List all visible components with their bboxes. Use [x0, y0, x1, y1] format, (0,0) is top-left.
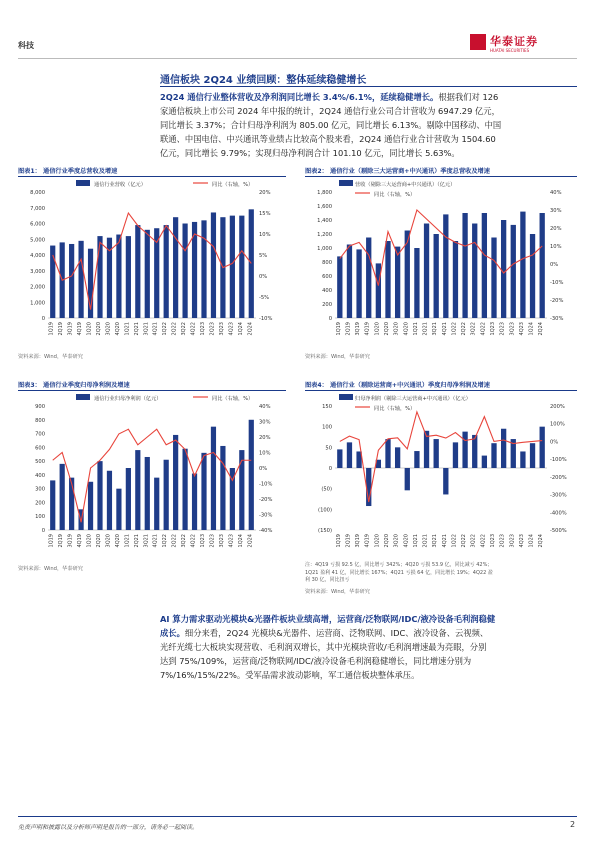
- chart-3: [18, 392, 286, 560]
- y-right-tick-label: -30%: [259, 512, 273, 519]
- x-tick-label: 4Q21: [152, 322, 159, 336]
- figure-1-title: 图表1： 通信行业季度总营收及增速: [18, 168, 118, 175]
- legend-bar-label: 营收（剔除三大运营商+中兴通讯）（亿元）: [355, 182, 456, 188]
- x-tick-label: 3Q21: [432, 322, 439, 336]
- chart-legend: [339, 180, 455, 198]
- bar: [182, 449, 187, 530]
- x-tick-label: 2Q23: [209, 322, 216, 336]
- y-left-tick-label: 4,000: [30, 253, 45, 259]
- section-title: 通信板块 2Q24 业绩回顾：整体延续稳健增长: [160, 75, 367, 86]
- y-left-tick-label: 2,000: [30, 284, 45, 291]
- bar: [366, 238, 371, 319]
- logo-subtext: HUATAI SECURITIES: [490, 48, 530, 53]
- bar: [530, 234, 535, 318]
- x-tick-label: 3Q20: [393, 534, 400, 548]
- legend-line-label: 同比（右轴，%）: [374, 192, 416, 198]
- y-right-tick-label: 0%: [550, 439, 559, 446]
- y-right-tick-label: 20%: [259, 190, 271, 196]
- x-tick-label: 2Q19: [345, 322, 352, 336]
- bar: [395, 447, 400, 468]
- bar: [356, 249, 361, 318]
- y-left-tick-label: 100: [322, 424, 332, 431]
- x-tick-label: 4Q19: [77, 322, 84, 336]
- bar: [501, 220, 506, 318]
- y-right-tick-label: 30%: [259, 419, 271, 426]
- bar: [88, 482, 93, 530]
- x-tick-label: 1Q24: [528, 534, 535, 548]
- x-tick-label: 1Q20: [374, 322, 381, 336]
- y-left-tick-label: 0: [41, 316, 45, 322]
- bar: [126, 468, 131, 530]
- legend-bar-swatch: [339, 180, 353, 186]
- x-tick-label: 4Q20: [403, 534, 410, 548]
- figure-3-title: 图表3： 通信行业季度归母净利润及增速: [18, 382, 130, 389]
- chart-legend: [76, 180, 253, 188]
- y-left-tick-label: 0: [328, 466, 332, 472]
- x-tick-label: 3Q23: [218, 322, 225, 336]
- x-tick-label: 4Q19: [364, 534, 371, 548]
- x-tick-label: 3Q22: [470, 534, 477, 548]
- x-tick-label: 2Q24: [247, 534, 254, 548]
- x-tick-label: 1Q20: [374, 534, 381, 548]
- para1-lead: 2Q24 通信行业整体营收及净利润同比增长 3.4%/6.1%，延续稳健增长。: [160, 92, 439, 102]
- bar: [60, 464, 65, 530]
- x-tick-label: 4Q19: [364, 322, 371, 336]
- bar: [201, 453, 206, 530]
- y-right-tick-label: -400%: [550, 510, 567, 517]
- x-tick-label: 1Q24: [237, 534, 244, 548]
- x-tick-label: 1Q23: [490, 322, 496, 336]
- y-right-tick-label: 100%: [550, 421, 565, 428]
- bar: [69, 244, 74, 318]
- y-left-tick-label: 6,000: [30, 221, 45, 228]
- x-tick-label: 3Q22: [181, 534, 188, 548]
- x-tick-label: 4Q23: [228, 322, 235, 336]
- bar: [239, 216, 244, 318]
- legend-line-label: 同比（右轴，%）: [212, 396, 254, 402]
- x-tick-label: 2Q20: [96, 322, 102, 336]
- bar: [414, 248, 419, 318]
- para1-line-1: 根据我们对 126: [438, 92, 499, 102]
- x-tick-label: 4Q20: [403, 322, 410, 336]
- y-right-tick-label: 0%: [550, 262, 559, 268]
- x-tick-label: 2Q21: [133, 322, 140, 336]
- chart-4: [305, 392, 577, 560]
- y-right-tick-label: -10%: [259, 316, 273, 322]
- x-tick-label: 1Q23: [490, 534, 496, 548]
- bar: [164, 460, 169, 530]
- bar: [472, 224, 477, 319]
- bar: [173, 435, 178, 530]
- bar: [337, 256, 342, 318]
- paragraph-1: [160, 90, 577, 160]
- bar: [520, 451, 525, 468]
- x-tick-label: 1Q22: [451, 534, 458, 548]
- bar: [192, 474, 197, 530]
- y-right-tick-label: 15%: [259, 211, 271, 217]
- bar: [116, 489, 121, 530]
- bar: [220, 446, 225, 530]
- x-tick-label: 1Q20: [86, 534, 93, 548]
- x-tick-label: 4Q20: [114, 534, 121, 548]
- chart-1: [18, 178, 286, 348]
- bar: [249, 420, 254, 530]
- bar: [453, 442, 458, 468]
- bar: [173, 217, 178, 318]
- y-right-tick-label: -500%: [550, 528, 567, 534]
- legend-line-label: 同比（右轴，%）: [374, 406, 416, 412]
- bar: [97, 236, 102, 318]
- bar: [540, 427, 545, 468]
- y-right-tick-label: -10%: [550, 280, 564, 286]
- bar: [482, 456, 487, 468]
- x-tick-label: 1Q22: [451, 322, 458, 336]
- y-right-tick-label: 40%: [550, 190, 562, 196]
- y-right-tick-label: -10%: [259, 481, 273, 488]
- y-right-tick-label: 30%: [550, 208, 562, 214]
- bar: [249, 209, 254, 318]
- x-tick-label: 2Q23: [499, 534, 506, 548]
- y-left-tick-label: 500: [35, 459, 45, 466]
- bar: [337, 449, 342, 468]
- figure-3-divider: [18, 390, 286, 391]
- x-tick-label: 3Q22: [181, 322, 188, 336]
- y-left-tick-label: 800: [35, 417, 45, 424]
- x-tick-label: 3Q21: [432, 534, 439, 548]
- bar: [230, 216, 235, 318]
- para1-line-3: 同比增长 3.37%；合计归母净利润为 805.00 亿元，同比增长 6.13%。剔除中国移动、中国: [160, 120, 502, 130]
- x-tick-label: 3Q21: [143, 322, 150, 336]
- x-tick-label: 1Q21: [412, 534, 419, 548]
- x-tick-label: 2Q20: [384, 322, 390, 336]
- bar: [116, 235, 121, 318]
- paragraph-2: [160, 612, 577, 682]
- x-tick-label: 3Q23: [218, 534, 225, 548]
- footer-disclaimer: 免责声明和披露以及分析师声明是报告的一部分，请务必一起阅读。: [18, 824, 199, 831]
- legend-bar-swatch: [339, 394, 353, 400]
- x-tick-label: 1Q23: [200, 534, 206, 548]
- figure-4-title: 图表4： 通信行业（剔除运营商+中兴通讯）季度归母净利润及增速: [305, 382, 490, 389]
- x-tick-label: 4Q23: [228, 534, 235, 548]
- y-left-tick-label: 8,000: [30, 190, 45, 196]
- x-tick-label: 4Q22: [480, 322, 487, 336]
- chart-legend: [76, 394, 253, 402]
- y-right-tick-label: -20%: [550, 298, 564, 304]
- para1-line-4: 联通、中国电信、中兴通讯等业绩占比较高个股来看，2Q24 通信行业合计营收为 1504.60: [160, 134, 496, 144]
- figure-1-divider: [18, 176, 286, 177]
- y-right-tick-label: -200%: [550, 474, 567, 481]
- bar: [347, 442, 352, 468]
- y-left-tick-label: 200: [322, 302, 332, 308]
- y-right-tick-label: 0%: [259, 466, 268, 472]
- y-right-tick-label: 200%: [550, 404, 565, 410]
- bar: [97, 461, 102, 530]
- para2-line-1: 细分来看，2Q24 光模块&光器件、运营商、泛物联网、IDC、液冷设备、云视频、: [184, 628, 489, 638]
- x-tick-label: 4Q19: [77, 534, 84, 548]
- y-right-tick-label: 0%: [259, 274, 268, 280]
- bar: [347, 245, 352, 319]
- x-tick-label: 1Q21: [124, 322, 131, 336]
- para2-line-3: 达到 75%/109%，运营商/泛物联网/IDC/液冷设备毛利润稳健增长，同比增速分别为: [160, 656, 472, 666]
- bar: [443, 214, 448, 318]
- y-left-tick-label: 800: [322, 260, 332, 266]
- bar: [405, 231, 410, 319]
- x-tick-label: 1Q23: [200, 322, 206, 336]
- x-tick-label: 2Q24: [538, 534, 545, 548]
- legend-bar-swatch: [76, 180, 90, 186]
- figure-2-title: 图表2： 通信行业（剔除三大运营商+中兴通讯）季度总营收及增速: [305, 168, 490, 175]
- bar: [385, 439, 390, 468]
- y-left-tick-label: 5,000: [30, 237, 45, 244]
- bar: [395, 247, 400, 318]
- figure-3-source: 资料来源：Wind，华泰研究: [18, 566, 83, 572]
- bar: [211, 212, 216, 318]
- figure-4-note-3: 利 30 亿，同比扭亏: [305, 577, 350, 583]
- y-left-tick-label: 600: [322, 274, 332, 280]
- x-tick-label: 1Q21: [124, 534, 131, 548]
- bar: [530, 443, 535, 468]
- header-divider: [18, 58, 577, 59]
- bar: [540, 213, 545, 318]
- x-tick-label: 3Q22: [470, 322, 477, 336]
- y-left-tick-label: 900: [35, 404, 45, 410]
- bar: [385, 241, 390, 318]
- y-right-tick-label: -30%: [550, 316, 564, 322]
- y-left-tick-label: 0: [41, 528, 45, 534]
- y-left-tick-label: 100: [35, 514, 45, 521]
- x-tick-label: 2Q24: [538, 322, 545, 336]
- y-left-tick-label: 400: [322, 288, 332, 294]
- bar: [520, 212, 525, 318]
- bar: [107, 471, 112, 530]
- bar: [145, 230, 150, 318]
- logo-text: 华泰证券: [490, 35, 538, 48]
- x-tick-label: 1Q19: [48, 322, 55, 336]
- para2-line-2: 光纤光缆七大板块实现营收、毛利润双增长，其中光模块营收/毛利润增速最为亮眼，分别: [160, 642, 487, 652]
- bar: [443, 468, 448, 494]
- x-tick-label: 4Q20: [114, 322, 121, 336]
- y-right-tick-label: 20%: [550, 226, 562, 232]
- figure-4-source: 资料来源：Wind，华泰研究: [305, 589, 370, 595]
- legend-bar-label: 通信行业营收（亿元）: [94, 182, 146, 188]
- y-left-tick-label: 1,000: [30, 300, 45, 307]
- x-tick-label: 2Q19: [58, 322, 65, 336]
- bar: [462, 432, 467, 468]
- page-number: 2: [570, 820, 576, 829]
- x-tick-label: 2Q20: [96, 534, 102, 548]
- x-tick-label: 1Q19: [335, 322, 342, 336]
- x-tick-label: 2Q21: [422, 534, 429, 548]
- y-right-tick-label: 5%: [259, 253, 268, 259]
- bar: [491, 443, 496, 468]
- y-right-tick-label: -100%: [550, 457, 567, 464]
- x-tick-label: 1Q21: [412, 322, 419, 336]
- bar: [145, 457, 150, 530]
- x-tick-label: 3Q23: [509, 322, 516, 336]
- header-section-label: 科技: [18, 41, 34, 50]
- bar: [135, 450, 140, 530]
- chart-legend: [339, 394, 471, 412]
- bar: [462, 213, 467, 318]
- x-tick-label: 4Q22: [480, 534, 487, 548]
- bar: [164, 225, 169, 318]
- y-left-tick-label: 0: [328, 316, 332, 322]
- x-tick-label: 3Q21: [143, 534, 150, 548]
- x-tick-label: 1Q24: [237, 322, 244, 336]
- bar: [482, 213, 487, 318]
- figure-4-note-2: 1Q21 盈利 41 亿，同比增长 167%；4Q21 亏损 64 亿，同比增长 19%；4Q22 盈: [305, 569, 493, 576]
- y-left-tick-label: 1,400: [317, 218, 332, 224]
- bar: [405, 468, 410, 490]
- y-left-tick-label: 150: [322, 404, 332, 410]
- y-right-tick-label: -20%: [259, 497, 273, 503]
- section-divider: [160, 86, 577, 87]
- x-tick-label: 1Q19: [48, 534, 55, 548]
- x-tick-label: 2Q21: [133, 534, 140, 548]
- x-tick-label: 3Q23: [509, 534, 516, 548]
- para2-lead-1: AI 算力需求驱动光模块&光器件板块业绩高增，运营商/泛物联网/IDC/液冷设备毛利润稳健: [160, 614, 496, 624]
- y-left-tick-label: 200: [35, 500, 45, 507]
- y-left-tick-label: 7,000: [30, 205, 45, 212]
- legend-line-label: 同比（右轴，%）: [212, 182, 254, 188]
- y-right-tick-label: -5%: [259, 295, 270, 301]
- y-left-tick-label: 50: [325, 445, 332, 452]
- bar: [135, 225, 140, 318]
- x-tick-label: 2Q22: [461, 534, 468, 548]
- bar: [414, 451, 419, 468]
- bar: [453, 241, 458, 318]
- x-tick-label: 3Q19: [67, 534, 74, 548]
- bar: [182, 224, 187, 319]
- y-right-tick-label: -40%: [259, 528, 273, 534]
- bar: [424, 224, 429, 319]
- y-right-tick-label: 10%: [259, 450, 271, 457]
- bar: [501, 429, 506, 468]
- x-tick-label: 2Q23: [499, 322, 506, 336]
- x-tick-label: 4Q22: [190, 534, 197, 548]
- y-left-tick-label: 1,600: [317, 204, 332, 210]
- y-left-tick-label: 1,800: [317, 190, 332, 196]
- y-left-tick-label: 3,000: [30, 268, 45, 275]
- x-tick-label: 2Q22: [171, 534, 178, 548]
- y-left-tick-label: 400: [35, 472, 45, 479]
- y-left-tick-label: 1,000: [317, 246, 332, 252]
- x-tick-label: 3Q20: [105, 322, 112, 336]
- bar: [154, 478, 159, 530]
- y-right-tick-label: 10%: [259, 232, 271, 238]
- bar: [78, 241, 83, 318]
- x-tick-label: 2Q22: [461, 322, 468, 336]
- bar: [376, 263, 381, 318]
- y-right-tick-label: 10%: [550, 244, 562, 250]
- figure-4-note: [305, 562, 577, 585]
- chart-2: [305, 178, 577, 348]
- y-right-tick-label: 40%: [259, 404, 271, 410]
- x-tick-label: 3Q19: [67, 322, 74, 336]
- bar: [201, 220, 206, 318]
- bar: [50, 480, 55, 530]
- x-tick-label: 4Q21: [441, 534, 448, 548]
- para1-line-5: 亿元，同比增长 9.79%；实现归母净利润合计 101.10 亿元，同比增长 5.63%。: [160, 148, 460, 158]
- x-tick-label: 2Q22: [171, 322, 178, 336]
- legend-bar-label: 归母净利润（剔除三大运营商+中兴通讯）（亿元）: [355, 396, 471, 402]
- figure-2-divider: [305, 176, 577, 177]
- x-tick-label: 4Q21: [152, 534, 159, 548]
- x-tick-label: 1Q19: [335, 534, 342, 548]
- y-left-tick-label: (50): [321, 486, 332, 493]
- y-left-tick-label: 1,200: [317, 232, 332, 238]
- y-left-tick-label: (150): [318, 528, 332, 534]
- bar: [491, 238, 496, 319]
- figure-2-source: 资料来源：Wind，华泰研究: [305, 354, 370, 360]
- y-left-tick-label: 300: [35, 486, 45, 493]
- x-tick-label: 1Q22: [162, 322, 169, 336]
- x-tick-label: 3Q19: [355, 534, 362, 548]
- y-left-tick-label: 700: [35, 431, 45, 438]
- footer-divider: [18, 816, 577, 817]
- bar: [126, 236, 131, 318]
- x-tick-label: 1Q20: [86, 322, 93, 336]
- legend-bar-label: 通信行业归母净利润（亿元）: [94, 396, 162, 402]
- x-tick-label: 2Q19: [345, 534, 352, 548]
- y-left-tick-label: (100): [318, 507, 332, 514]
- x-tick-label: 1Q22: [162, 534, 169, 548]
- x-tick-label: 4Q23: [518, 534, 525, 548]
- x-tick-label: 4Q21: [441, 322, 448, 336]
- x-tick-label: 1Q24: [528, 322, 535, 336]
- x-tick-label: 4Q23: [518, 322, 525, 336]
- y-left-tick-label: 600: [35, 445, 45, 452]
- x-tick-label: 2Q23: [209, 534, 216, 548]
- bar: [434, 439, 439, 468]
- legend-bar-swatch: [76, 394, 90, 400]
- x-tick-label: 4Q22: [190, 322, 197, 336]
- x-tick-label: 2Q24: [247, 322, 254, 336]
- x-tick-label: 2Q19: [58, 534, 65, 548]
- x-tick-label: 2Q20: [384, 534, 390, 548]
- bar: [472, 435, 477, 468]
- bar: [211, 427, 216, 530]
- bar: [239, 450, 244, 530]
- x-tick-label: 3Q20: [105, 534, 112, 548]
- bar: [511, 225, 516, 318]
- figure-1-source: 资料来源：Wind，华泰研究: [18, 354, 83, 360]
- x-tick-label: 2Q21: [422, 322, 429, 336]
- y-right-tick-label: -300%: [550, 492, 567, 499]
- para2-lead-2: 成长。: [160, 628, 185, 638]
- para2-line-4: 7%/16%/15%/22%。受军品需求波动影响，军工通信板块整体承压。: [160, 670, 420, 680]
- logo-icon: [470, 34, 486, 50]
- y-right-tick-label: 20%: [259, 435, 271, 441]
- figure-4-divider: [305, 390, 577, 391]
- x-tick-label: 3Q20: [393, 322, 400, 336]
- x-tick-label: 3Q19: [355, 322, 362, 336]
- bar: [434, 234, 439, 318]
- figure-4-note-1: 注：4Q19 亏损 92.5 亿，同比增亏 342%；4Q20 亏损 53.9 亿，同比减亏 42%；: [305, 562, 493, 568]
- para1-line-2: 家通信板块上市公司 2024 年中报的统计，2Q24 通信行业公司合计营收为 6947.29 亿元，: [160, 106, 500, 116]
